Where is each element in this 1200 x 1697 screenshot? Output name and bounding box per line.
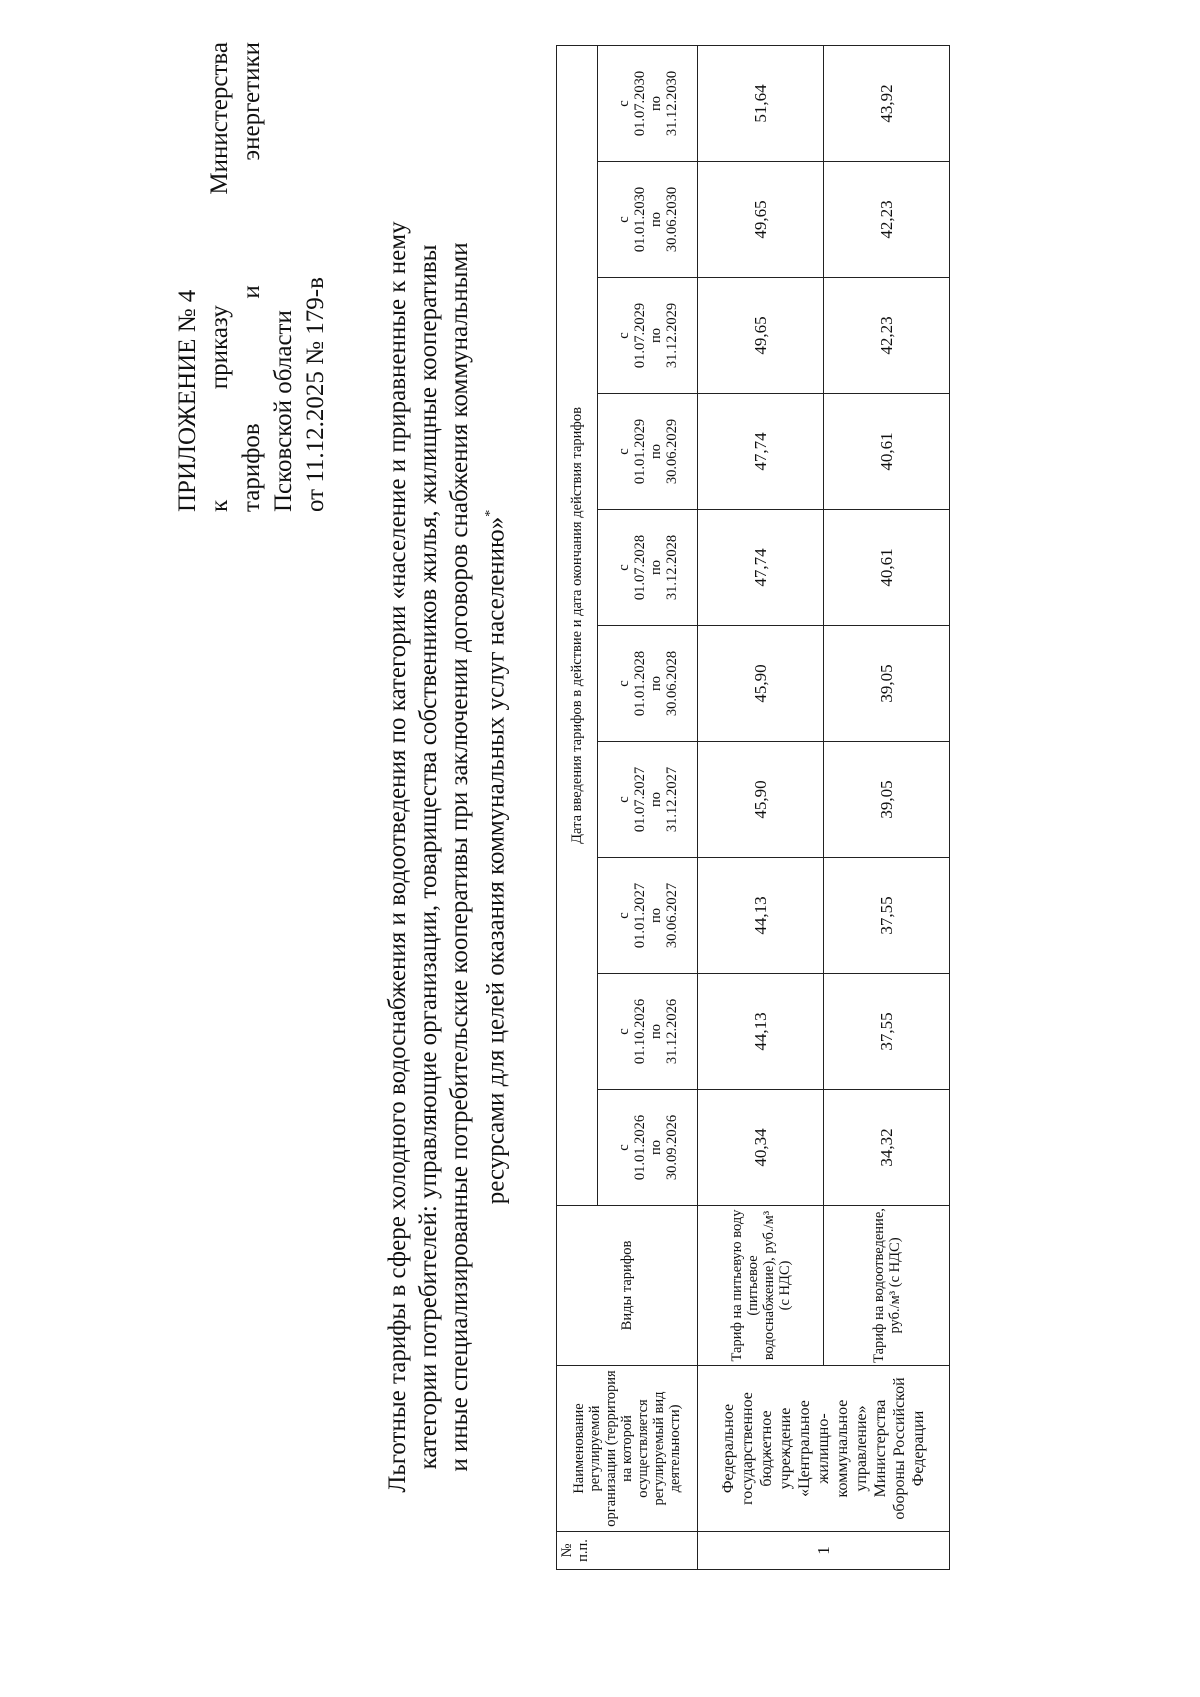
period-header: с 01.01.2029 по 30.06.2029 [598, 394, 698, 510]
header-organization: Наименование регулируемой организации (территория на которой осуществляется регулируемый вид деятельности) [557, 1366, 698, 1532]
period-header: с 01.01.2030 по 30.06.2030 [598, 162, 698, 278]
period-header: с 01.07.2030 по 31.12.2030 [598, 45, 698, 161]
tariff-value: 47,74 [698, 394, 824, 510]
period-header: с 01.07.2028 по 31.12.2028 [598, 510, 698, 626]
period-header: с 01.07.2029 по 31.12.2029 [598, 278, 698, 394]
appendix-date: от 11.12.2025 № 179-в [302, 277, 329, 512]
tariff-value: 34,32 [824, 1090, 950, 1206]
table-header-row [557, 45, 598, 1569]
footnote-mark: * [483, 509, 498, 517]
tariff-kind-sewage: Тариф на водоотведение, руб./м³ (с НДС) [824, 1206, 950, 1366]
header-tariff-kind: Виды тарифов [557, 1206, 698, 1366]
header-dates: Дата введения тарифов в действие и дата окончания действия тарифов [557, 45, 598, 1205]
period-header: с 01.01.2027 по 30.06.2027 [598, 858, 698, 974]
tariff-value: 44,13 [698, 974, 824, 1090]
tariff-value: 45,90 [698, 742, 824, 858]
tariff-table [556, 45, 950, 1570]
tariff-value: 49,65 [698, 162, 824, 278]
tariff-value: 42,23 [824, 162, 950, 278]
tariff-value: 40,61 [824, 510, 950, 626]
tariff-value: 44,13 [698, 858, 824, 974]
tariff-value: 40,61 [824, 394, 950, 510]
appendix-header [172, 42, 332, 512]
tariff-value: 43,92 [824, 45, 950, 161]
row-number: 1 [698, 1532, 950, 1570]
tariff-value: 51,64 [698, 45, 824, 161]
tariff-value: 47,74 [698, 510, 824, 626]
table-row [824, 45, 950, 1569]
period-header: с 01.01.2026 по 30.09.2026 [598, 1090, 698, 1206]
header-number: № п.п. [557, 1532, 698, 1570]
organization-name: Федеральное государственное бюджетное учреждение «Центральное жилищно-коммунальное управление» Министерства обороны Российской Федерации [698, 1366, 950, 1532]
appendix-ministry-line: тарифов и энергетики [238, 42, 265, 512]
tariff-value: 37,55 [824, 974, 950, 1090]
appendix-number: ПРИЛОЖЕНИЕ № 4 [174, 289, 201, 512]
period-header: с 01.01.2028 по 30.06.2028 [598, 626, 698, 742]
period-header: с 01.10.2026 по 31.12.2026 [598, 974, 698, 1090]
appendix-order-line: к приказу Министерства [206, 42, 233, 512]
tariff-value: 40,34 [698, 1090, 824, 1206]
tariff-value: 37,55 [824, 858, 950, 974]
table-row [698, 45, 824, 1569]
period-header: с 01.07.2027 по 31.12.2027 [598, 742, 698, 858]
tariff-value: 49,65 [698, 278, 824, 394]
document-title: Льготные тарифы в сфере холодного водоснабжения и водоотведения по категории «население и приравненные к нему категории потребителей: управляющие организации, товарищества собственников жилья, жилищные кооперативы и иные специализированные потребительские кооперативы при заключении договоров снабжения коммунальными ресурсами для целей оказания коммунальных услуг населению»* [384, 221, 510, 1493]
tariff-value: 39,05 [824, 742, 950, 858]
tariff-value: 39,05 [824, 626, 950, 742]
tariff-kind-water: Тариф на питьевую воду (питьевое водоснабжение), руб./м³ (с НДС) [698, 1206, 824, 1366]
tariff-value: 45,90 [698, 626, 824, 742]
appendix-region: Псковской области [270, 310, 297, 512]
tariff-value: 42,23 [824, 278, 950, 394]
